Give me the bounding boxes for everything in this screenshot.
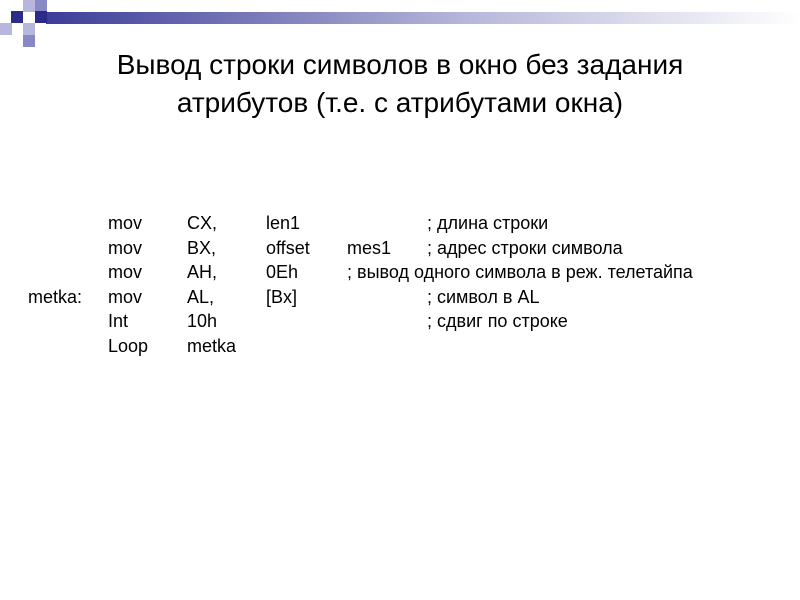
code-operand-2: 0Eh [266, 262, 299, 283]
decor-square [0, 23, 12, 35]
code-line [0, 260, 800, 285]
decor-square [35, 0, 47, 12]
code-mnemonic: mov [108, 213, 143, 233]
code-mnemonic: Loop [108, 335, 149, 356]
code-operand-2: len1 [266, 213, 301, 233]
code-operand-1: AL, [187, 286, 215, 307]
code-comment: ; сдвиг по строке [427, 311, 568, 332]
decor-square [23, 35, 35, 47]
header-decoration [0, 0, 800, 48]
header-gradient-bar [46, 12, 800, 24]
code-mnemonic: Int [108, 311, 129, 332]
decor-square [23, 23, 35, 35]
slide-title-line-2: атрибутов (т.е. с атрибутами окна) [176, 87, 624, 118]
code-operand-1: BX, [187, 237, 217, 258]
code-mnemonic: mov [108, 237, 143, 258]
decor-square [23, 0, 35, 12]
code-line [0, 334, 800, 359]
slide-title [40, 46, 760, 122]
code-comment: ; длина строки [427, 213, 549, 233]
code-operand-1: 10h [187, 311, 218, 332]
code-mnemonic: mov [108, 286, 143, 307]
code-operand-2: [Bx] [266, 286, 298, 307]
header-decoration-graphic [0, 0, 800, 48]
code-comment: ; адрес строки символа [427, 237, 623, 258]
code-operand-1: CX, [187, 213, 218, 233]
code-line [0, 309, 800, 334]
code-line [0, 211, 800, 236]
code-line [0, 236, 800, 261]
code-line [0, 285, 800, 310]
code-operand-3: mes1 [347, 237, 392, 258]
code-operand-1: AH, [187, 262, 218, 283]
code-operand-1: metka [187, 335, 237, 356]
code-operand-2: offset [266, 237, 310, 258]
slide-title-line-1: Вывод строки символов в окно без задания [116, 49, 684, 80]
code-label: metka: [28, 286, 83, 307]
code-comment: ; символ в AL [427, 286, 540, 307]
code-mnemonic: mov [108, 262, 143, 283]
decor-square [35, 11, 47, 23]
code-comment: ; вывод одного символа в реж. телетайпа [347, 262, 693, 283]
decor-square [11, 11, 23, 23]
assembly-code-listing [0, 211, 800, 359]
